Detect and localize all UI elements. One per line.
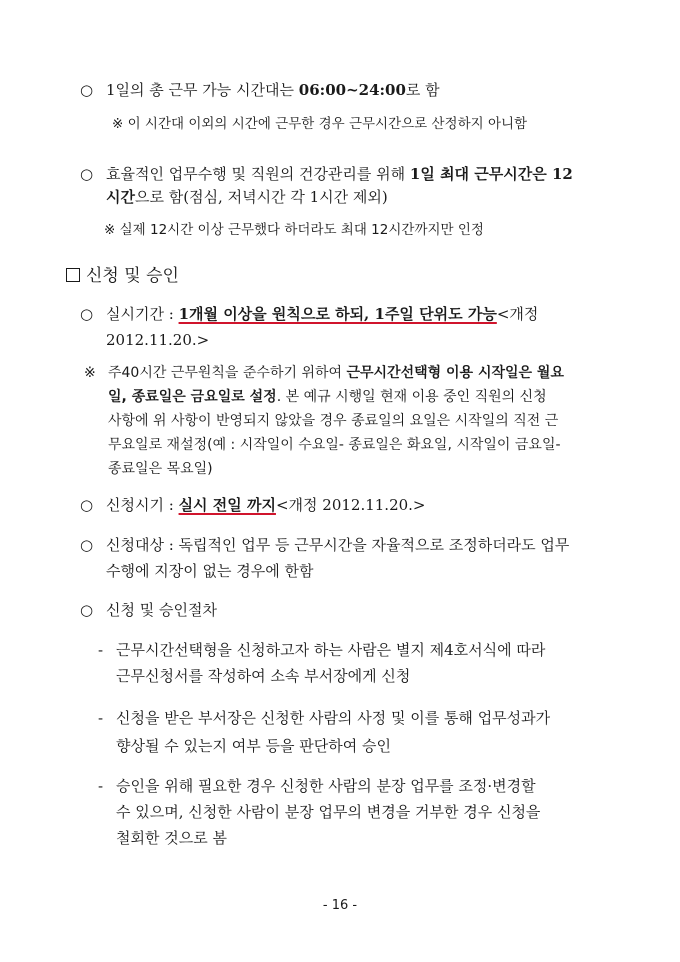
note-mark: ※: [84, 365, 96, 381]
item-text: 로 함: [405, 81, 440, 99]
dash-mark: -: [98, 777, 104, 795]
dash-mark: -: [98, 709, 104, 727]
period-underlined: 1개월 이상을 원칙으로 하되, 1주일 단위도 가능: [178, 305, 497, 323]
bullet-circle: ○: [80, 601, 94, 619]
period-note-line1: ※ 주40시간 근무원칙을 준수하기 위하여 근무시간선택형 이용 시작일은 월요: [84, 365, 564, 381]
procedure-step-3-line1: - 승인을 위해 필요한 경우 신청한 사람의 분장 업무를 조정·변경할: [98, 777, 536, 795]
procedure-step-3-line3: 철회한 것으로 봄: [116, 829, 227, 847]
max-hours-item-line1: ○ 효율적인 업무수행 및 직원의 건강관리를 위해 1일 최대 근무시간은 12: [80, 165, 573, 183]
page-number: - 16 -: [322, 898, 358, 913]
section-heading: [66, 266, 179, 286]
period-note-line3: 사항에 위 사항이 반영되지 않았을 경우 종료일의 요일은 시작일의 직전 근: [108, 413, 559, 429]
item-text-bold: 06:00~24:00: [298, 81, 406, 99]
bullet-circle: ○: [80, 536, 94, 554]
period-note-line4: 무요일로 재설정(예 : 시작일이 수요일- 종료일은 화요일, 시작일이 금요일-: [108, 437, 561, 453]
target-item-line1: ○ 신청대상 : 독립적인 업무 등 근무시간을 자율적으로 조정하더라도 업무: [80, 536, 570, 554]
period-note-line5: 종료일은 목요일): [108, 461, 213, 477]
work-hours-note: ※ 이 시간대 이외의 시간에 근무한 경우 근무시간으로 산정하지 아니함: [112, 116, 528, 132]
procedure-step-1-line2: 근무신청서를 작성하여 소속 부서장에게 신청: [116, 667, 411, 685]
bullet-circle: ○: [80, 305, 94, 323]
period-note-line2: 일, 종료일은 금요일로 설정. 본 예규 시행일 현재 이용 중인 직원의 신청: [108, 389, 547, 405]
procedure-step-1-line1: - 근무시간선택형을 신청하고자 하는 사람은 별지 제4호서식에 따라: [98, 641, 546, 659]
max-hours-item-line2: 시간으로 함(점심, 저녁시간 각 1시간 제외): [106, 188, 388, 206]
max-hours-note: ※ 실제 12시간 이상 근무했다 하더라도 최대 12시간까지만 인정: [104, 222, 484, 238]
bullet-circle: ○: [80, 496, 94, 514]
procedure-step-2-line1: - 신청을 받은 부서장은 신청한 사람의 사정 및 이를 통해 업무성과가: [98, 709, 551, 727]
bullet-circle: ○: [80, 81, 94, 99]
item-text: 1일의 총 근무 가능 시간대는: [106, 81, 299, 99]
timing-item: ○ 신청시기 : 실시 전일 까지<개정 2012.11.20.>: [80, 496, 426, 514]
bullet-circle: ○: [80, 165, 94, 183]
checkbox-square-icon: [66, 268, 80, 282]
work-hours-range-item: [80, 80, 440, 100]
timing-underlined: 실시 전일 까지: [178, 496, 276, 514]
period-item-line2: 2012.11.20.>: [106, 331, 210, 349]
procedure-step-3-line2: 수 있으며, 신청한 사람이 분장 업무의 변경을 거부한 경우 신청을: [116, 803, 541, 821]
target-item-line2: 수행에 지장이 없는 경우에 한함: [106, 562, 314, 580]
procedure-step-2-line2: 향상될 수 있는지 여부 등을 판단하여 승인: [116, 737, 391, 755]
period-item-line1: ○ 실시기간 : 1개월 이상을 원칙으로 하되, 1주일 단위도 가능<개정: [80, 305, 539, 323]
section-title: 신청 및 승인: [86, 266, 179, 286]
procedure-title: ○ 신청 및 승인절차: [80, 601, 217, 619]
dash-mark: -: [98, 641, 104, 659]
